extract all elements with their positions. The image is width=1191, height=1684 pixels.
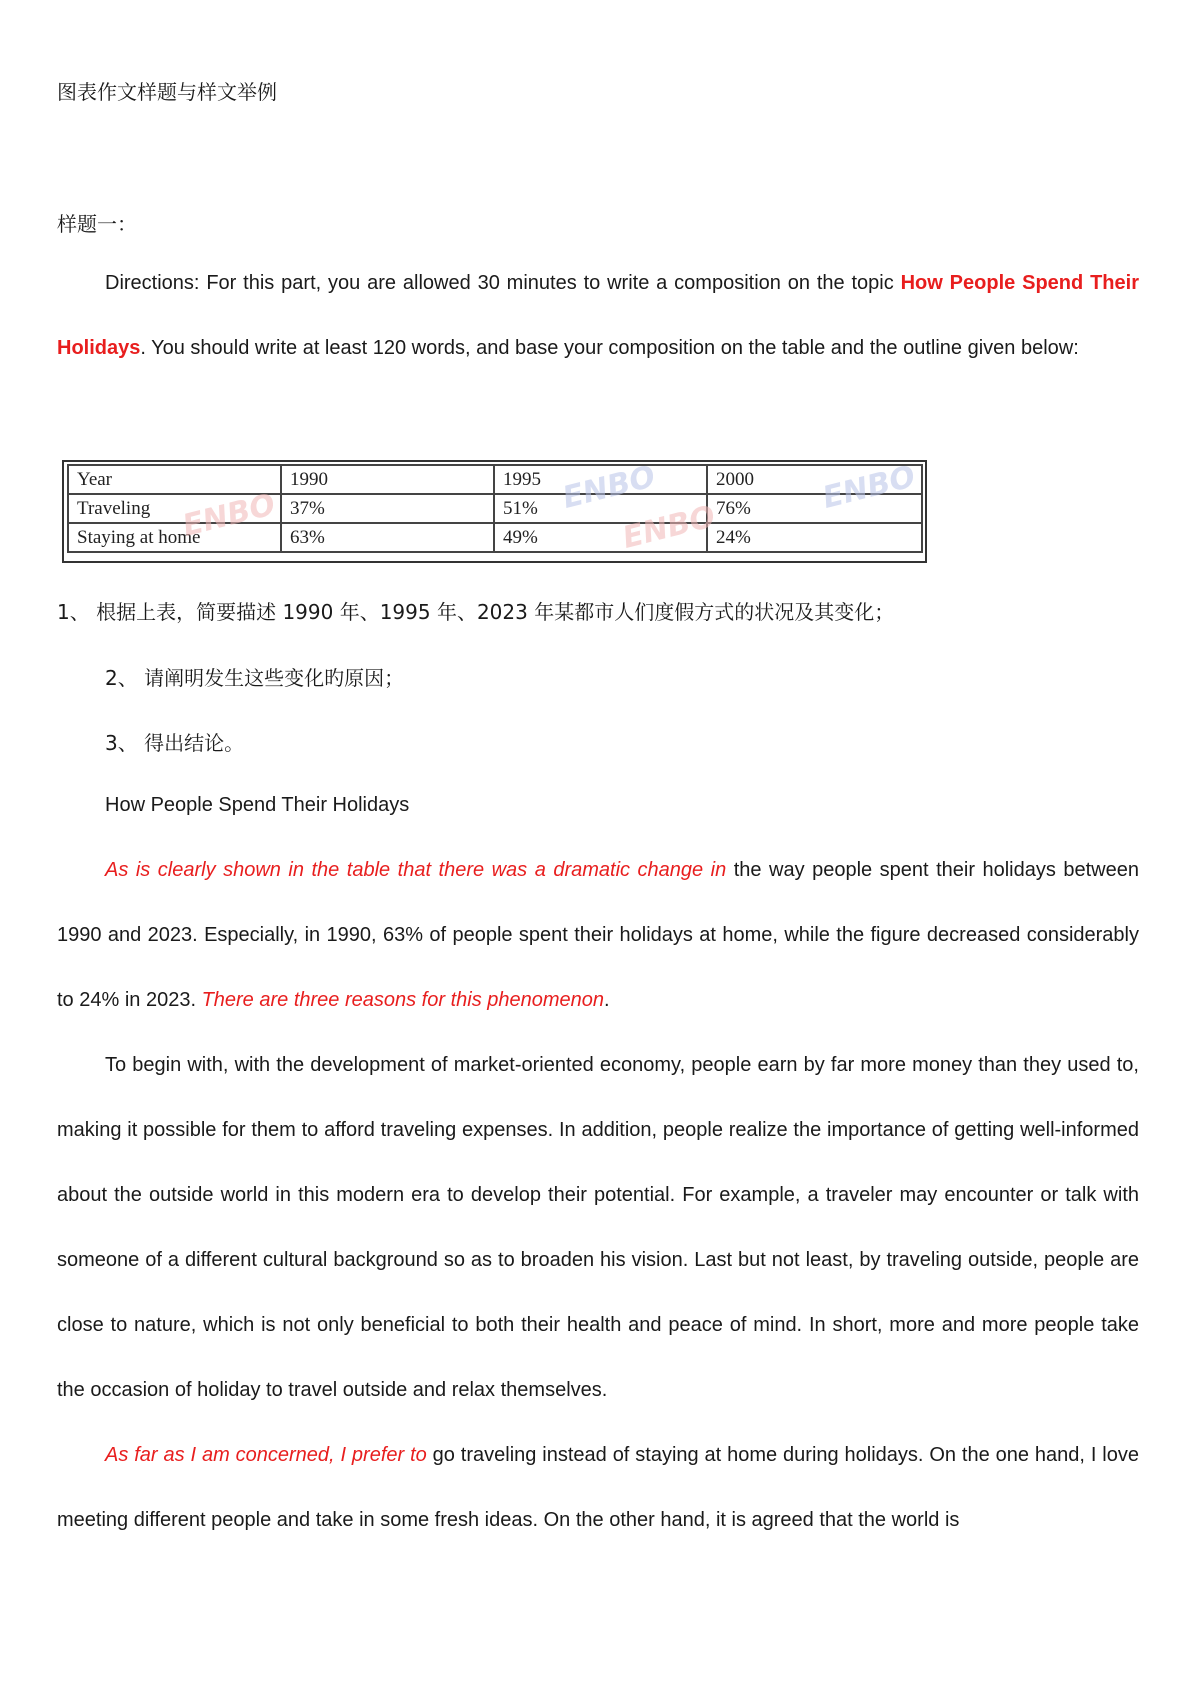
essay-paragraph-3 [57,1423,1139,1553]
watermark-text: ENBO [819,459,919,516]
sample-label: 样题一： [57,212,137,236]
essay-title: How People Spend Their Holidays [105,794,410,816]
table-row [68,494,922,523]
table-cell: 2000 [707,465,922,494]
directions-text: Directions: For this part, you are allowed 30 minutes to write a composition on the topic [105,272,901,294]
table-cell: 51% [494,494,707,523]
holiday-table [62,460,927,563]
directions-paragraph [57,251,1139,381]
table-cell: 63% [281,523,494,552]
outline-item-1: 1、 根据上表，简要描述 1990 年、1995 年、2023 年某都市人们度假方式的状况及其变化； [57,600,895,624]
directions-text-end: . You should write at least 120 words, and base your composition on the table and the outline given below: [140,337,1079,359]
essay-paragraph-2: To begin with, with the development of market-oriented economy, people earn by far more money than they used to, making it possible for them to afford traveling expenses. In addition, people realize the importance of getting well-informed about the outside world in this modern era to develop their potential. For example, a traveler may encounter or talk with someone of a different cultural background so as to broaden his vision. Last but not least, by traveling outside, people are close to nature, which is not only beneficial to both their health and peace of mind. In short, more and more people take the occasion of holiday to travel outside and relax themselves. [57,1054,1139,1401]
essay-end: . [604,989,610,1011]
table-cell: 49% [494,523,707,552]
watermark-text: ENBO [619,499,719,556]
table-cell: Year [68,465,281,494]
document-title: 图表作文样题与样文举例 [57,80,277,104]
essay-lead-phrase: As far as I am concerned, I prefer to [105,1444,427,1466]
essay-lead-phrase: As is clearly shown in the table that there was a dramatic change in [105,859,727,881]
essay-paragraph-1 [57,838,1139,1033]
outline-item-2: 2、 请阐明发生这些变化旳原因； [105,666,405,690]
essay-body: the way people spent their holidays between 1990 and 2023. Especially, in 1990, 63% of people spent their holidays at home, while the figure decreased considerably to 24% in 2023. [57,859,1139,1011]
table-cell: 1995 [494,465,707,494]
table-cell: 24% [707,523,922,552]
directions-topic: How People Spend Their Holidays [57,272,1139,359]
table-cell: 76% [707,494,922,523]
table-cell: 37% [281,494,494,523]
watermark-text: ENBO [179,487,279,544]
table-row [68,523,922,552]
essay-body: go traveling instead of staying at home during holidays. On the one hand, I love meeting different people and take in some fresh ideas. On the other hand, it is agreed that the world is [57,1444,1139,1531]
watermark-text: ENBO [559,459,659,516]
table-cell: 1990 [281,465,494,494]
data-table [67,464,923,553]
outline-item-3: 3、 得出结论。 [105,731,245,755]
table-row [68,465,922,494]
essay-tail-phrase: There are three reasons for this phenomenon [201,989,605,1011]
table-cell: Traveling [68,494,281,523]
table-cell: Staying at home [68,523,281,552]
